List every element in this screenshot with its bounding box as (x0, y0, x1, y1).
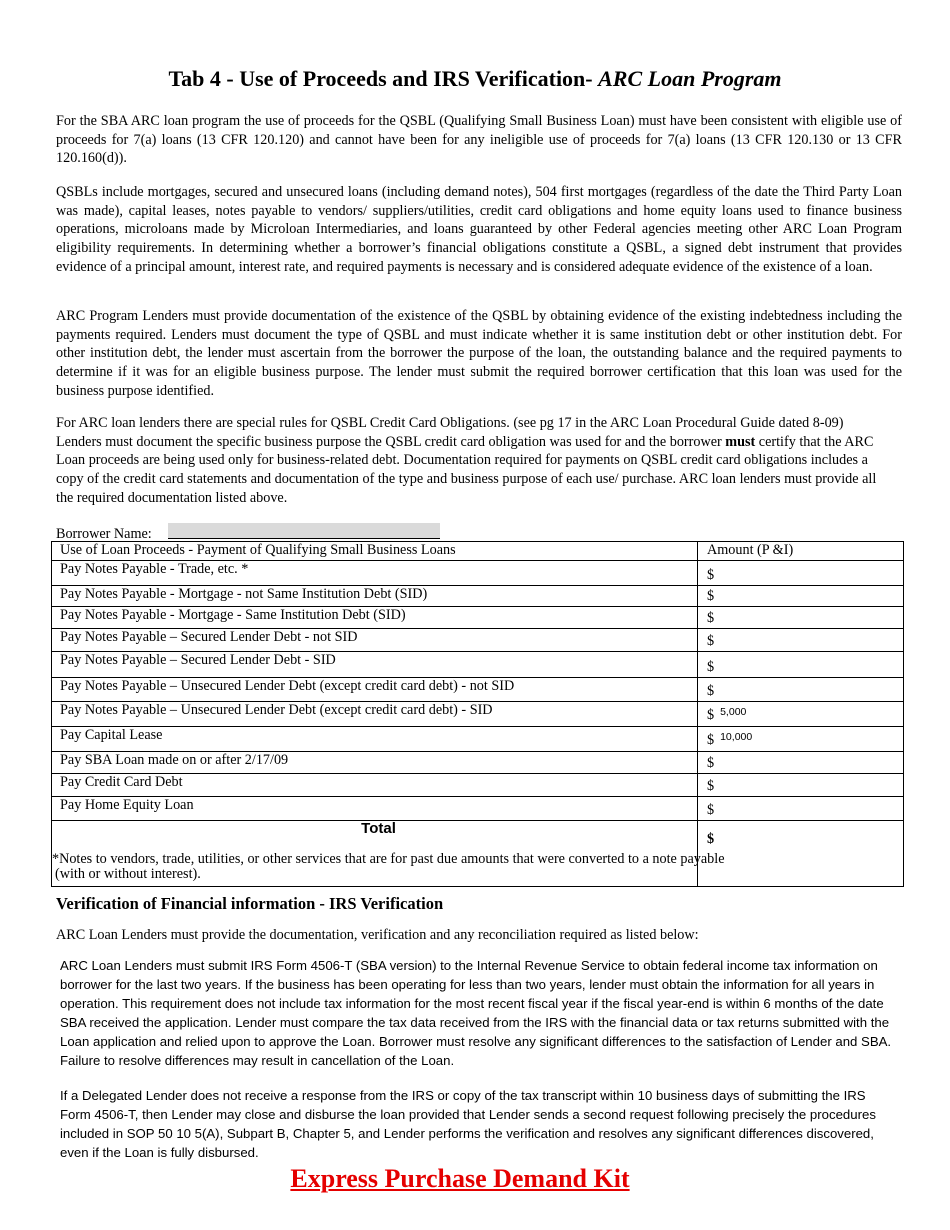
amount-cell[interactable] (698, 797, 904, 821)
currency-symbol: $ (707, 778, 715, 794)
table-row (52, 607, 904, 629)
currency-symbol: $ (707, 707, 715, 723)
amount-cell[interactable] (698, 774, 904, 797)
currency-symbol: $ (707, 659, 715, 675)
currency-symbol: $ (707, 610, 715, 626)
table-row (52, 678, 904, 702)
title-main: Tab 4 - Use of Proceeds and IRS Verification- (168, 66, 593, 91)
row-label: Pay Notes Payable – Unsecured Lender Debt (except credit card debt) - SID (52, 702, 698, 727)
row-label: Pay Notes Payable - Mortgage - not Same Institution Debt (SID) (52, 586, 698, 607)
table-row (52, 797, 904, 821)
title-program: ARC Loan Program (598, 66, 782, 91)
amount-cell[interactable] (698, 586, 904, 607)
amount-cell[interactable] (698, 752, 904, 774)
amount-value: 10,000 (720, 731, 753, 743)
amount-cell[interactable] (698, 652, 904, 678)
table-row (52, 629, 904, 652)
table-row (52, 652, 904, 678)
paragraph-lender-documentation: ARC Program Lenders must provide documentation of the existence of the QSBL by obtaining evidence of the existing indebtedness including the payments required. Lenders must document the type of QSBL and must indicate whether it is same institution debt or other institution debt. For other institution debt, the lender must ascertain from the borrower the purpose of the loan, the outstanding balance and the required payments to determine if it was for an eligible business purpose. The lender must submit the required borrower certification that this loan was used for the business purpose identified. (56, 308, 902, 399)
irs-form-requirement: ARC Loan Lenders must submit IRS Form 4506-T (SBA version) to the Internal Revenue Service to obtain federal income tax information on borrower for the last two years. If the business has been operating for less than two years, lender must obtain the information for all years in operation. This requirement does not include tax information for the most recent fiscal year if the fiscal year-end is within 6 months of the date SBA received the application. Lender must compare the tax data received from the IRS with the financial data or tax returns submitted with the Loan application and relied upon to approve the Loan. Borrower must resolve any significant differences to the satisfaction of Lender and SBA. Failure to resolve differences may result in cancellation of the Loan. (60, 958, 892, 1068)
table-row (52, 702, 904, 727)
amount-cell[interactable] (698, 678, 904, 702)
row-label: Pay Home Equity Loan (52, 797, 698, 821)
row-label: Pay Notes Payable – Secured Lender Debt - not SID (52, 629, 698, 652)
paragraph-credit-card-rules (56, 414, 891, 508)
paragraph-qsbl-definition: QSBLs include mortgages, secured and unsecured loans (including demand notes), 504 first mortgages (regardless of the date the Third Party Loan was made), capital leases, notes payable to vendors/ suppliers/utilities, credit card obligations and home equity loans used to finance business operations, microloans made by Microloan Intermediaries, and loans guaranteed by other Federal agencies meeting other ARC Loan Program eligibility requirements. In determining whether a borrower’s financial obligations constitute a QSBL, a signed debt instrument that provides evidence of a principal amount, interest rate, and required payments is necessary and is considered adequate evidence of the existence of a loan. (56, 184, 902, 275)
total-currency: $ (707, 831, 715, 847)
amount-value: 5,000 (720, 706, 747, 718)
amount-cell[interactable] (698, 727, 904, 752)
borrower-name-label: Borrower Name: (56, 526, 152, 542)
row-label: Pay Notes Payable - Mortgage - Same Institution Debt (SID) (52, 607, 698, 629)
row-label: Pay Capital Lease (52, 727, 698, 752)
amount-cell[interactable] (698, 607, 904, 629)
p4-part-a: For ARC loan lenders there are special rules for QSBL Credit Card Obligations. (see pg 17 in the ARC Loan Procedural Guide dated 8-09) Lenders must document the specific business purpose the QSBL credit card obligation was used for and the borrower (56, 415, 844, 450)
total-label: Total (361, 820, 396, 837)
use-of-proceeds-table (51, 541, 904, 887)
table-header-row (52, 542, 904, 561)
header-amount: Amount (P &I) (698, 542, 904, 561)
p4-part-b: certify that the ARC Loan proceeds are being used only for business-related debt. Documentation required for payments on QSBL credit card obligations includes a copy of the credit card statements and documentation of the type and business purpose of each use/ purchase. ARC loan lenders must provide all the required documentation listed above. (56, 433, 877, 506)
row-label: Pay Notes Payable – Unsecured Lender Debt (except credit card debt) - not SID (52, 678, 698, 702)
paragraph-use-of-proceeds: For the SBA ARC loan program the use of proceeds for the QSBL (Qualifying Small Business Loan) must have been consistent with eligible use of proceeds for 7(a) loans (13 CFR 120.120) and cannot have been for any ineligible use of proceeds for 7(a) loans (13 CFR 120.130 or 13 CFR 120.160(d)). (56, 113, 902, 167)
irs-intro-text: ARC Loan Lenders must provide the documentation, verification and any reconciliation required as listed below: (56, 927, 699, 943)
delegated-lender-note: If a Delegated Lender does not receive a response from the IRS or copy of the tax transcript within 10 business days of submitting the IRS Form 4506-T, then Lender may close and disburse the loan provided that Lender sends a second request following precisely the procedures included in SOP 50 10 5(A), Subpart B, Chapter 5, and Lender performs the verification and resolves any significant differences discovered, even if the Loan is fully disbursed. (60, 1088, 876, 1160)
row-label: Pay Notes Payable – Secured Lender Debt - SID (52, 652, 698, 678)
currency-symbol: $ (707, 732, 715, 748)
trade-notes-footnote (51, 852, 904, 882)
amount-cell[interactable] (698, 629, 904, 652)
currency-symbol: $ (707, 588, 715, 604)
borrower-name-field[interactable] (168, 523, 440, 539)
irs-verification-heading: Verification of Financial information - IRS Verification (56, 894, 444, 913)
table-row (52, 586, 904, 607)
table-row (52, 561, 904, 586)
currency-symbol: $ (707, 567, 715, 583)
row-label: Pay Notes Payable - Trade, etc. * (52, 561, 698, 586)
row-label: Pay Credit Card Debt (52, 774, 698, 797)
amount-cell[interactable] (698, 561, 904, 586)
table-row (52, 774, 904, 797)
table-row (52, 727, 904, 752)
currency-symbol: $ (707, 633, 715, 649)
amount-cell[interactable] (698, 702, 904, 727)
currency-symbol: $ (707, 755, 715, 771)
p4-emphasis: must (725, 433, 756, 450)
page-title (0, 66, 950, 92)
currency-symbol: $ (707, 802, 715, 818)
header-proceeds: Use of Loan Proceeds - Payment of Qualifying Small Business Loans (52, 542, 698, 561)
currency-symbol: $ (707, 683, 715, 699)
table-row (52, 752, 904, 774)
footnote-line-2: (with or without interest). (55, 866, 201, 882)
footer-kit-title: Express Purchase Demand Kit (290, 1164, 630, 1193)
footnote-line-1: *Notes to vendors, trade, utilities, or other services that are for past due amounts that were converted to a note payable (52, 851, 725, 867)
row-label: Pay SBA Loan made on or after 2/17/09 (52, 752, 698, 774)
